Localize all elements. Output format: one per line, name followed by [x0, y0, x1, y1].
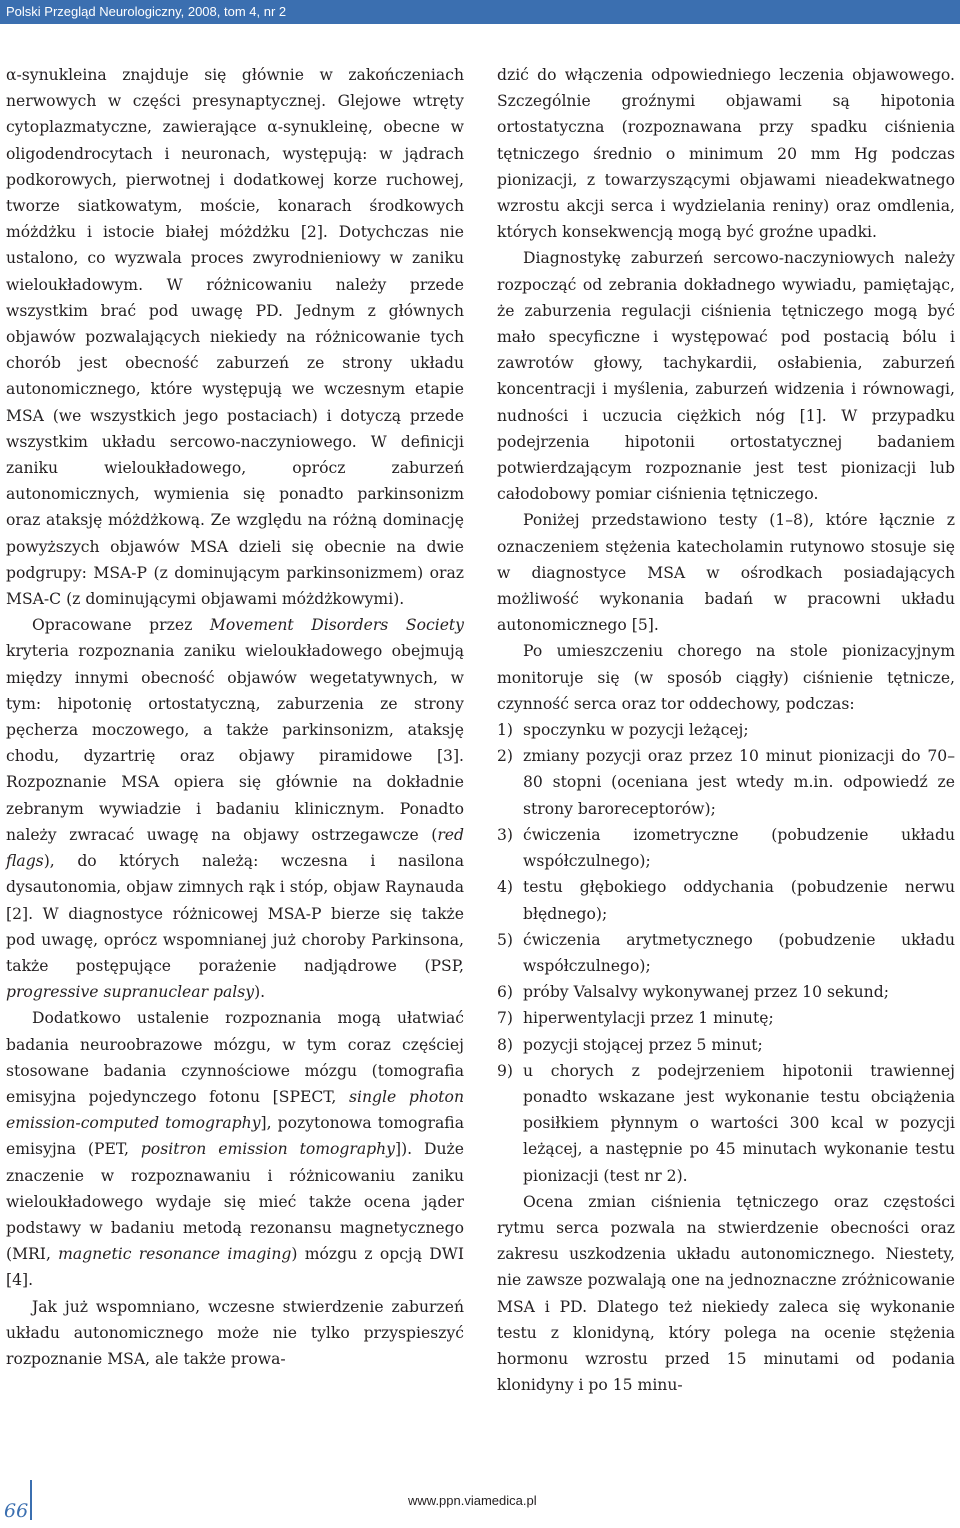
list-text: spoczynku w pozycji leżącej; [523, 721, 749, 740]
italic-text: red flags [6, 825, 464, 871]
list-item [497, 743, 955, 822]
list-number: 7) [497, 1009, 514, 1028]
list-item [497, 979, 955, 1005]
page-number: 66 [4, 1500, 29, 1522]
list-text: pozycji stojącej przez 5 minut; [523, 1035, 763, 1054]
paragraph [6, 1005, 464, 1293]
italic-text: single photon emission-computed tomography [6, 1087, 464, 1133]
page-number-rule [30, 1480, 32, 1520]
text-run: ). [254, 983, 266, 1002]
list-text: testu głębokiego oddychania (pobudzenie nerwu błędnego); [523, 878, 955, 923]
list-text: ćwiczenia arytmetycznego (pobudzenie układu współczulnego); [523, 930, 955, 975]
right-column [497, 62, 955, 1398]
footer-url: www.ppn.viamedica.pl [408, 1493, 537, 1508]
list-number: 1) [497, 721, 514, 740]
text-run: ), do których należą: wczesna i nasilona dysautonomia, objaw zimnych rąk i stóp, objaw Raynauda [2]. W diagnostyce różnicowej MSA-P bierze się także pod uwagę, oprócz wspomnianej już choroby Parkinsona, także postępujące porażenie nadjądrowe (PSP, [6, 852, 464, 975]
text-run: kryteria rozpoznania zaniku wieloukładowego obejmują między innymi obecność objawów wegetatywnych, w tym: hipotonię ortostatyczną, zaburzenia ze strony pęcherza moczowego, a także parkinsonizm, ataksję chodu, dyzartrię oraz objawy piramidowe [3]. Rozpoznanie MSA opiera się głównie na dokładnie zebranym wywiadzie i badaniu klinicznym. Ponadto należy zwracać uwagę na objawy ostrzegawcze ( [6, 642, 464, 844]
text-run: Opracowane przez [32, 616, 210, 635]
journal-header-bar [0, 0, 960, 24]
paragraph: Jak już wspomniano, wczesne stwierdzenie zaburzeń układu autonomicznego może nie tylko przyspieszyć rozpoznanie MSA, ale także prowa- [6, 1297, 464, 1368]
list-item [497, 717, 955, 743]
list-item [497, 874, 955, 926]
list-number: 5) [497, 930, 514, 949]
list-number: 6) [497, 983, 514, 1002]
list-number: 4) [497, 878, 514, 897]
text-run: ], pozytonowa tomografia emisyjna (PET, [6, 1114, 464, 1159]
paragraph: Diagnostykę zaburzeń sercowo-naczyniowych należy rozpocząć od zebrania dokładnego wywiadu, pamiętając, że zaburzenia regulacji ciśnienia tętniczego mogą być mało specyficzne i występować pod postacią bólu i zawrotów głowy, tachykardii, osłabienia, zaburzeń koncentracji i myślenia, zaburzeń widzenia i równowagi, nudności i uczucia ciężkich nóg [1]. W przypadku podejrzenia hipotonii ortostatycznej badaniem potwierdzającym rozpoznanie jest test pionizacji lub całodobowy pomiar ciśnienia tętniczego. [497, 249, 955, 504]
paragraph: α-synukleina znajduje się głównie w zakończeniach nerwowych w części presynaptycznej. Glejowe wtręty cytoplazmatyczne, zawierające α-synukleinę, obecne w oligodendrocytach i neuronach, występują: w jądrach podkorowych, pierwotnej i dodatkowej korze ruchowej, tworze siatkowatym, moście, konarach środkowych móżdżku i istocie białej móżdżku [2]. Dotychczas nie ustalono, co wyzwala proces zwyrodnieniowy w zaniku wieloukładowym. W różnicowaniu należy przede wszystkim brać pod uwagę PD. Jednym z głównych objawów pozwalających niekiedy na różnicowanie tych chorób jest obecność zaburzeń ze strony układu autonomicznego, które występują we wczesnym etapie MSA (we wszystkich jego postaciach) i dotyczą przede wszystkim układu sercowo-naczyniowego. W definicji zaniku wieloukładowego, oprócz zaburzeń autonomicznych, wymienia się ponadto parkinsonizm oraz ataksję móżdżkową. Ze względu na różną dominację powyższych objawów MSA dzieli się obecnie na dwie podgrupy: MSA-P (z dominującym parkinsonizmem) oraz MSA-C (z dominującymi objawami móżdżkowymi). [6, 66, 464, 609]
list-number: 2) [497, 747, 514, 766]
paragraph: dzić do włączenia odpowiedniego leczenia objawowego. Szczególnie groźnymi objawami są hipotonia ortostatyczna (rozpoznawana przy spadku ciśnienia tętniczego średnio o minimum 20 mm Hg podczas pionizacji, z towarzyszącymi objawami nieadekwatnego wzrostu akcji serca i wydzielania reniny) oraz omdlenia, których konsekwencją mogą być groźne upadki. [497, 66, 955, 242]
text-run: ]). Duże znaczenie w rozpoznawaniu i różnicowaniu zaniku wieloukładowego wydaje się mieć także ocena jąder podstawy w badaniu metodą rezonansu magnetycznego (MRI, [6, 1140, 465, 1264]
text-run: ) mózgu z opcją DWI [4]. [6, 1245, 464, 1290]
list-item [497, 822, 955, 874]
italic-text: Movement Disorders Society [209, 616, 464, 635]
list-item [497, 1005, 955, 1031]
list-item [497, 1032, 955, 1058]
paragraph: Po umieszczeniu chorego na stole pionizacyjnym monitoruje się (w sposób ciągły) ciśnienie tętnicze, czynność serca oraz tor oddechowy, podczas: [497, 642, 955, 713]
paragraph [6, 612, 464, 1005]
journal-title: Polski Przegląd Neurologiczny, 2008, tom 4, nr 2 [6, 4, 287, 19]
list-text: u chorych z podejrzeniem hipotonii trawiennej ponadto wskazane jest wykonanie testu obciążenia posiłkiem płynnym o wartości 300 kcal w pozycji leżącej, a następnie po 45 minutach wykonanie testu pionizacji (test nr 2). [523, 1061, 955, 1185]
test-list [497, 717, 955, 1189]
list-text: ćwiczenia izometryczne (pobudzenie układu współczulnego); [523, 825, 955, 871]
list-text: zmiany pozycji oraz przez 10 minut pionizacji do 70–80 stopni (oceniana jest wtedy m.in. odpowiedź ze strony baroreceptorów); [523, 747, 955, 818]
italic-text: progressive supranuclear palsy [6, 983, 255, 1002]
text-run: Dodatkowo ustalenie rozpoznania mogą ułatwiać badania neuroobrazowe mózgu, w tym coraz częściej stosowane badania czynnościowe mózgu (tomografia emisyjna pojedynczego fotonu [SPECT, [6, 1009, 464, 1106]
italic-text: positron emission tomography [140, 1140, 395, 1159]
list-item [497, 927, 955, 979]
italic-text: magnetic resonance imaging [58, 1245, 292, 1264]
paragraph: Poniżej przedstawiono testy (1–8), które łącznie z oznaczeniem stężenia katecholamin rutynowo stosuje się w diagnostyce MSA w ośrodkach posiadających możliwość wykonania badań w pracowni układu autonomicznego [5]. [497, 511, 955, 635]
list-item [497, 1058, 955, 1189]
list-number: 9) [497, 1061, 514, 1080]
list-number: 3) [497, 825, 514, 844]
left-column [6, 62, 464, 1372]
list-text: próby Valsalvy wykonywanej przez 10 sekund; [523, 983, 889, 1002]
list-number: 8) [497, 1035, 514, 1054]
paragraph: Ocena zmian ciśnienia tętniczego oraz częstości rytmu serca pozwala na stwierdzenie obecności oraz zakresu uszkodzenia układu autonomicznego. Niestety, nie zawsze pozwalają one na jednoznaczne zróżnicowanie MSA i PD. Dlatego też niekiedy zaleca się wykonanie testu z klonidyną, który polega na ocenie stężenia hormonu wzrostu przed 15 minutami od podania klonidyny i po 15 minu- [497, 1192, 955, 1395]
list-text: hiperwentylacji przez 1 minutę; [523, 1009, 774, 1028]
